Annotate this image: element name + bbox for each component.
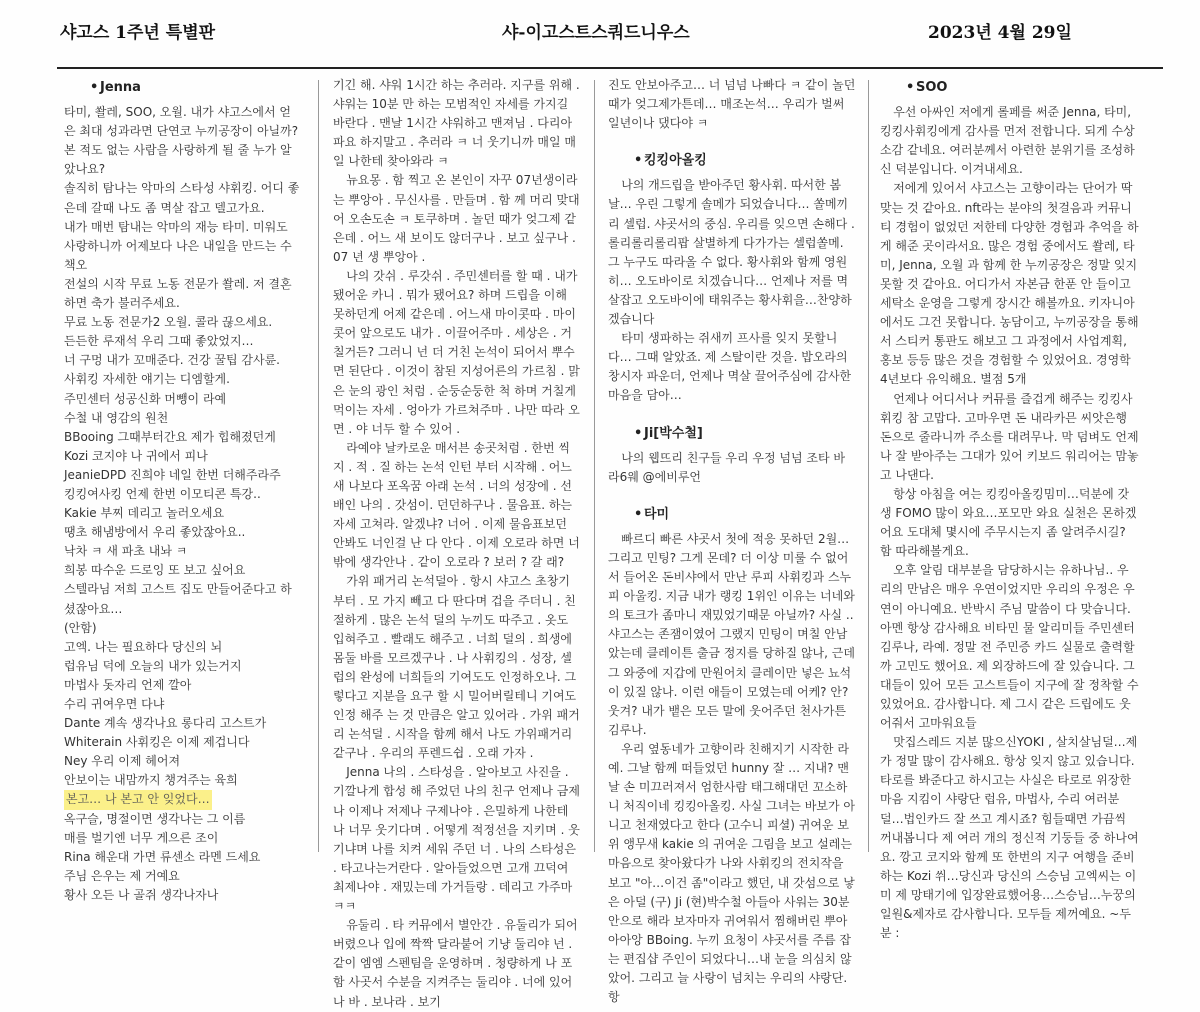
paragraph: 라예야 날카로운 매서븐 송곳처럼 . 한번 씩 지 . 적 . 질 하는 논석 인턴 부터 시작해 . 어느새 나보다 포옥꿈 아래 논석 . 너의 성장에 . 선배인 나의 . 갓섬이. 던던하구나 . 물음표. 하는 자세 고쳐라. 알겠냐? 너어 . 이제 물음표보던 안봐도 너인걸 난 다 안다 . 이제 오로라 하면 너 밖에 생각안나 . 같이 오로라 ? 보러 ? 갈 래? [333,440,580,570]
paragraph: 우선 아싸인 저에게 롤페를 써준 Jenna, 타미,킹킹사휘킹에게 감사를 먼저 전합니다. 되게 수상소감 같네요. 여러분께서 아련한 분위기를 조성하신 덕분입니다. 이겨내세요. [880,105,1135,177]
paragraph: 저에게 있어서 샤고스는 고향이라는 단어가 딱 맞는 것 같아요. nft라는 분야의 첫걸음과 커뮤니티 경험이 없었던 저한테 다양한 경험과 추억을 하게 해준 곳이라서요. 많은 경험 중에서도 쏼레, 타미, Jenna, 오월 과 함께 한 누끼공장은 정말 잊지 못할 것 같아요. 어디가서 자본금 한푼 안 들이고 세탁소 운영을 그렇게 장시간 해볼까요. 키자니아에서도 그건 못합니다. 농담이고, 누끼공장을 통해서 스티커 통판도 해보고 그 과정에서 사업계획, 홍보 등등 많은 것을 경험할 수 있었어요. 경영학 4년보다 유익해요. 별점 5개 [880,181,1139,387]
heading-text: SOO [916,80,948,95]
paragraph: 나의 개드립을 받아주던 황사휘. 따서한 봄날… 우린 그렇게 솔메가 되었습니다… 쏠메끼리 셀럽. 샤곳서의 중심. 우리를 잊으면 손해다 . 롤리롤리롤리팝 살별하게 다가가는 셀럽쏠메. 그 누구도 따라올 수 없다. 황사휘와 함께 영원히… 오도바이로 치겠습니다… 언제나 저를 멱살잡고 오도바이에 태워주는 황사휘을…찬양하겠습니다 [608,178,855,327]
masthead-divider [57,67,1163,69]
column-divider [868,80,869,852]
paragraph: 기긴 해. 샤워 1시간 하는 추러라. 지구를 위해 . 샤워는 10분 만 하는 모범적인 자세를 가지길 바란다 . 맨날 1시간 샤워하고 맨져님 . 다리아파요 하지말고 . 추러라 ㅋ 너 웃기니까 매일 매일 나한테 찾아와라 ㅋ [333,78,580,169]
paragraph: 우리 옆동네가 고향이라 친해지기 시작한 라예. 그날 함께 떠들었던 hunny 잘 … 지내? 맨날 손 미끄러져서 엄한사람 태그해대던 꼬소하니 처직이네 킹킹아올킹. 사실 그녀는 바보가 아니고 천재였다고 한다 (고수니 피셜) 귀여운 보위 앵무새 kakie 의 귀여운 그림을 보고 설레는 마음으로 찾아왔다가 나와 사휘킹의 전치작을 보고 "아…이건 좀"이라고 했던, 내 갓섬으로 낳은 아덜 (구) Ji (현)박수철 아들아 사워는 30분안으로 해라 보자마자 귀여워서 찜해버린 뿌아아아앙 BBoing. 누끼 요청이 샤곳서를 주름 잡는 편집샵 주인이 되었다니…내 눈을 의심치 않았어. 그리고 늘 사랑이 넘치는 우리의 샤랑단. 항 [608,741,855,1005]
paragraph: 고엑. 나는 필요하다 당신의 뇌 [64,639,223,654]
paragraph: Whiterain 사휘킹은 이제 제겁니다 [64,735,250,750]
paragraph: JeanieDPD 진희야 네일 한번 더해주라주 [64,467,281,482]
section-heading [880,78,1140,97]
column-divider [318,80,319,852]
paragraph: 황사 오든 나 골쥐 생각나자나 [64,887,219,902]
heading-text: Jenna [100,80,141,95]
heading-text: 타미 [644,506,670,522]
column-kingking [608,76,856,1005]
bullet-icon: • [634,506,643,522]
paragraph: 뉴요몽 . 함 찍고 온 본인이 자꾸 07년생이라는 뿌앙아 . 무신사를 . 만들며 . 함 께 머리 맞대어 오손도손 ㅋ 토쿠하며 . 놀던 때가 엊그제 같은데 . 어느 새 보이도 않더구나 . 보고 싶구나 . 07 년 생 뿌앙아 . [333,173,580,264]
paragraph: 수철 내 영감의 원천 [64,410,169,425]
paragraph: 스텔라님 저희 고스트 집도 만들어준다고 하셨잖아요… [64,582,292,616]
paragraph: 타미, 쏼레, SOO, 오월. 내가 샤고스에서 얻은 최대 성과라면 단연코 누끼공장이 아닐까? 본 적도 없는 사람을 사랑하게 될 줄 누가 알았나요? [64,105,299,177]
paragraph: 내가 매번 탐내는 악마의 재능 타미. 미워도 사랑하니까 어제보다 나은 내일을 만드는 수 책오 [64,219,292,272]
paragraph: BBooing 그때부터간요 제가 힙해졌던게 [64,429,276,444]
bullet-icon: • [90,80,99,95]
masthead-edition: 샤고스 1주년 특별판 [60,23,216,43]
paragraph: Ney 우리 이제 헤어져 [64,754,181,769]
highlighted-line: 본고… 나 본고 안 잊었다… [64,790,212,809]
section-heading [608,151,856,170]
paragraph: 희봉 따수운 드로잉 또 보고 싶어요 [64,563,246,578]
paragraph: 맛집스레드 지분 많으신YOKI , 살치살님덜…제가 정말 많이 감사해요. 항상 잊지 않고 있습니다. 타로를 봐준다고 하시고는 사실은 타로로 위장한 마음 지킴이 샤랑단 럽유, 마법사, 수리 여러분덜…법인카드 잘 쓰고 계시죠? 힘들때면 가끔씩 꺼내봅니다 제 여러 개의 정신적 기둥들 중 하나여요. 깡고 코지와 함께 또 한번의 지구 여행을 준비하는 Kozi 쒸…당신과 당신의 스승님 고엑씨는 이미 제 망태기에 입장완료했어용…스승님…누꿍의 일원&제자로 감사합니다. 모두들 제꺼예요. ~두분 : [880,735,1139,941]
column-soo [880,76,1140,941]
paragraph: Kakie 부찌 데리고 놀러오세요 [64,506,225,521]
section-heading [608,505,856,524]
paragraph: 빠르디 빠른 샤곳서 첫에 적응 못하던 2월…그리고 민팅? 그게 몬데? 더 이상 미룰 수 없어서 들어온 돈비샤에서 만난 루피 사휘킹과 스누피 아울킹. 지금 내가 랭킹 1위인 이유는 너네와의 토크가 좀마니 재밌었기때문 아닐까? 사실 .. 샤고스는 존잼이였어 그랬지 민팅이 며칠 안남았는데 클레이튼 출금 정지를 당하질 않나, 근데 그 와중에 지갑에 만원어치 클레이만 넣은 뇨석이 있질 않나. 이런 애들이 모였는데 어케? 안? 웃겨? 내가 뱉은 모든 말에 웃어주던 천사가튼 김루나. [608,531,855,737]
paragraph: Rina 해운대 가면 류센소 라멘 드세요 [64,849,261,864]
paragraph: 마법사 돗자리 언제 깔아 [64,677,192,692]
paragraph: 주민센터 성공신화 머뺑이 라예 [64,391,227,406]
masthead-title: 샤-이고스트스쿼드니우스 [502,23,690,43]
paragraph: 언제나 어디서나 커뮤를 즐겁게 해주는 킹킹사휘킹 참 고맙다. 고마우면 돈 내라카믄 씨앗은행 돈으로 줄라니까 주소를 대려무나. 막 덤벼도 언제나 잘 받아주는 그대가 있어 키보드 워리어는 맘놓고 나댄다. [880,391,1139,482]
section-heading [608,424,856,443]
paragraph: 매를 벌기엔 너무 게으른 조이 [64,830,219,845]
paragraph: 너 구멍 내가 꼬매준다. 건강 꿀팁 감사륜. [64,353,280,368]
paragraph: 타미 생파하는 쥐새끼 프사를 잊지 못할니다… 그때 알았죠. 제 스탈이란 것을. 밥오라의 창시자 파운더, 언제나 멱살 끌어주심에 감사한 마음을 담아… [608,331,852,403]
bullet-icon: • [634,425,643,441]
heading-text: 킹킹아올킹 [644,153,707,169]
paragraph: 땡초 해냄방에서 우리 좋았잖아요.. [64,525,246,540]
paragraph: 오후 알림 대부분을 담당하시는 유하나님.. 우리의 만남은 매우 우연이었지만 우리의 우정은 우연이 아니예요. 반박시 주님 말씀이 다 맞습니다. 아멘 항상 감사해요 비타민 물 알리미들 주민센터 김루나, 라예. 정말 전 주민증 카드 실물로 출력할까 고민도 했어요. 제 외장하드에 잘 있습니다. 그대들이 있어 모든 고스트들이 지구에 잘 정착할 수 있었어요. 감사합니다. 제 그시 같은 드립에도 웃어줘서 고마워요들 [880,563,1139,731]
paragraph: 유둘리 . 타 커뮤에서 별안간 . 유둘리가 되어버렸으나 입에 짝짝 달라붙어 기냥 둘리야 넌 . 같이 엠엠 스펜팀을 운영하며 . 청량하게 나 포함 사곳서 수분을 지켜주는 둘리야 . 너에 있어 나 바 . 보나라 . 보기 [333,918,578,1009]
column-divider [594,80,595,852]
column-sahwiking [333,76,581,1009]
paragraph: 진도 안보아주고… 너 넘넘 나빠다 ㅋ 같이 놀던때가 엊그제가튼데… 매조논석… 우리가 벌써 일년이나 댔다야 ㅋ [608,78,856,131]
paragraph: 항상 아침을 여는 킹킹아올킹밈미…덕분에 갓생 FOMO 많이 와요…포모만 와요 실천은 몬하겠어요 도대체 몇시에 주무시는지 좀 알려주시길? 함 따라해볼게요. [880,486,1137,559]
paragraph: 무료 노동 전문가2 오월. 콜라 끊으세요. [64,315,273,330]
bullet-icon: • [906,80,915,95]
paragraph: 낙차 ㅋ 새 파초 내놔 ㅋ [64,544,188,559]
masthead [0,0,1200,70]
paragraph: 전설의 시작 무료 노동 전문가 쏼레. 저 결혼하면 축가 불러주세요. [64,276,292,311]
paragraph: Jenna 나의 . 스타성을 . 알아보고 사진을 . 기깔나게 합성 해 주었던 나의 친구 언제나 금제나 이제나 저제나 구제나야 . 은밀하게 나한테 나 너무 웃기다며 . 어떻게 적정선을 지키며 . 웃기냐며 나를 치켜 세워 주던 너 . 나의 스타성은 . 타고나는거란다 . 알아들었으면 고개 끄덕여 최제나야 . 재밌는데 가거들랑 . 데리고 가주마 ㅋㅋ [333,765,580,914]
masthead-date: 2023년 4월 29일 [928,23,1072,43]
paragraph: 가위 패거리 논석덜아 . 항시 샤고스 초창기 부터 . 모 가지 빼고 다 딴다며 겁을 주더니 . 친절하게 . 많은 논석 덜의 누끼도 따주고 . 옷도 입혀주고 . 빨래도 해주고 . 너희 덜의 . 희생에 몸둘 바를 모르겠구나 . 나 사휘킹의 . 성장, 셀럽의 완성에 너희들의 기여도도 인정하오나. 그렇다고 지분을 요구 할 시 밀어버릴테니 기여도 인정 해주 는 것 만큼은 알고 있어라 . 가위 패거리 논석덜 . 시작을 함께 해서 나도 가위패거리 같구나 . 우리의 푸렌드쉽 . 오래 가자 . [333,574,580,761]
paragraph: 사휘킹 자세한 얘기는 디엠할게. [64,372,230,387]
paragraph: Kozi 코지야 나 귀에서 피나 [64,448,208,463]
paragraph: 수리 귀여우면 다냐 [64,697,165,711]
paragraph: 든든한 루재석 우리 그때 좋았었지… [64,334,254,349]
column-jenna [64,76,302,902]
paragraph: 나의 갓쉬 . 루갓쉬 . 주민센터를 할 때 . 내가 됐어운 카니 . 뭐가 됐어요? 하며 드립을 이해 못하던게 어제 같은데 . 어느새 마이콧따 . 마이 콧어 앞으로도 내가 . 이끌어주마 . 세상은 . 거칠거든? 그러니 넌 더 거친 논석이 되어서 뿌수면 된단다 . 이것이 참된 지성어른의 가르침 . 맑은 눈의 광인 처럼 . 순둥순둥한 척 하며 거칠게 먹이는 자세 . 엉아가 가르쳐주마 . 나만 따라 오면 . 야 너두 할 수 있어 . [333,268,580,436]
paragraph: 안보이는 내맘까지 챙겨주는 육희 [64,773,238,788]
paragraph: 솔직히 탐나는 악마의 스타성 샤휘킹. 어디 좋은데 갈때 나도 좀 멱살 잡고 델고가요. [64,181,300,215]
section-heading [64,78,302,97]
paragraph: 럽유님 덕에 오늘의 내가 있는거지 [64,658,242,673]
paragraph: Dante 계속 생각나요 롱다리 고스트가 [64,716,267,731]
heading-text: Ji[박수철] [644,425,703,441]
bullet-icon: • [634,153,643,169]
paragraph: (안함) [64,620,97,635]
paragraph: 주님 은우는 제 거예요 [64,868,180,883]
paragraph: 나의 웹뜨리 친구들 우리 우정 넘넘 조타 바라6웨 @에비루언 [608,450,845,484]
paragraph: 옥구슬, 명절이면 생각나는 그 이름 [64,811,246,826]
paragraph: 킹킹여사킹 언제 한번 이모티콘 특강.. [64,486,261,501]
